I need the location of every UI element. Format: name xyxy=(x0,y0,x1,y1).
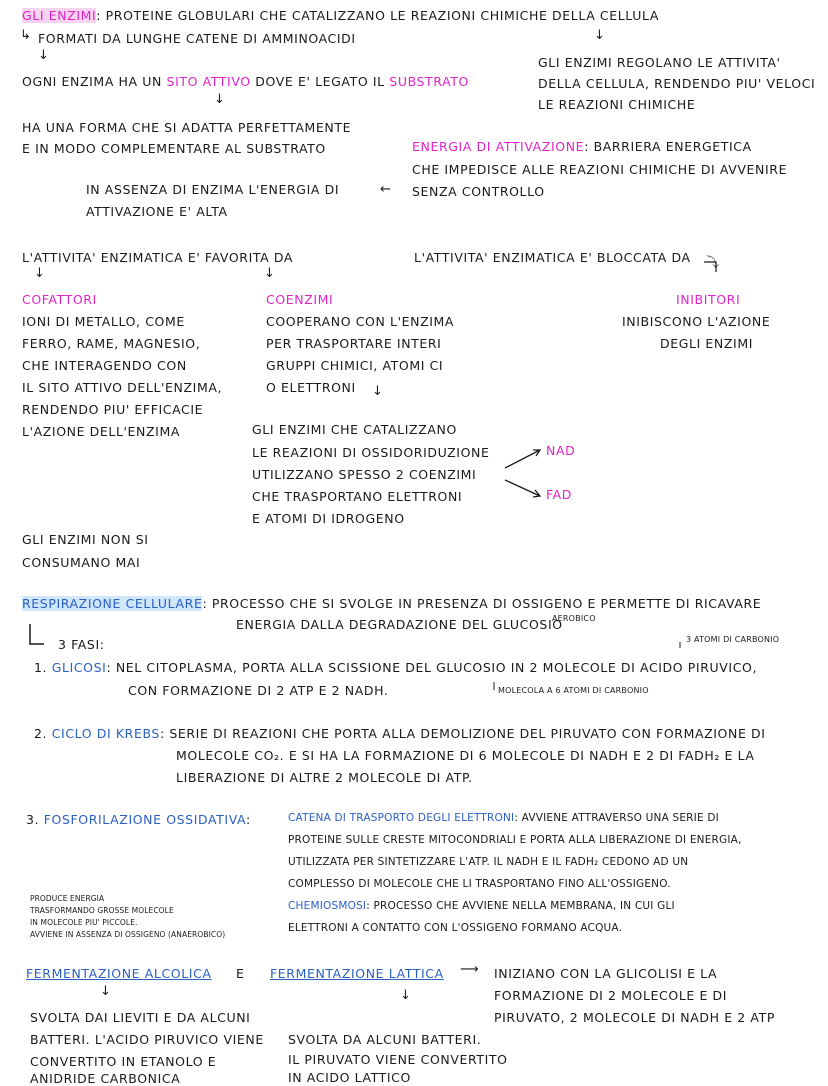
produce-line: IN MOLECOLE PIU' PICCOLE. xyxy=(30,918,138,927)
catena-line-1 xyxy=(288,812,719,825)
inibitori-title: INIBITORI xyxy=(676,292,741,307)
coenzimi-line: O ELETTRONI xyxy=(266,380,356,395)
and-conjunction: E xyxy=(236,966,245,981)
regolano-line-3: LE REAZIONI CHIMICHE xyxy=(538,97,696,112)
catena-line-3: UTILIZZATA PER SINTETIZZARE L'ATP. IL NADH E IL FADH₂ CEDONO AD UN xyxy=(288,856,689,868)
energia-def: : BARRIERA ENERGETICA xyxy=(584,139,752,154)
respirazione-title: RESPIRAZIONE CELLULARE xyxy=(22,596,203,611)
sito-text-a: OGNI ENZIMA HA UN xyxy=(22,74,167,89)
catena-title: CATENA DI TRASPORTO DEGLI ELETTRONI xyxy=(288,812,515,824)
lattica-desc-line: IN ACIDO LATTICO xyxy=(288,1070,411,1085)
ossido-line: GLI ENZIMI CHE CATALIZZANO xyxy=(252,422,457,437)
cofattori-title: COFATTORI xyxy=(22,292,97,307)
left-arrow-icon: ← xyxy=(380,182,391,197)
down-arrow-icon: ↓ xyxy=(34,266,45,281)
fase-3-line-1 xyxy=(26,812,251,827)
fase-2-line-2: MOLECOLE CO₂. E SI HA LA FORMAZIONE DI 6 MOLECOLE DI NADH E 2 DI FADH₂ E LA xyxy=(176,748,755,763)
sito-attivo-term: SITO ATTIVO xyxy=(166,74,251,89)
enzimi-definition: : PROTEINE GLOBULARI CHE CATALIZZANO LE REAZIONI CHIMICHE DELLA CELLULA xyxy=(96,8,659,23)
inibitori-line: DEGLI ENZIMI xyxy=(660,336,754,351)
lattica-desc-line: IL PIRUVATO VIENE CONVERTITO xyxy=(288,1052,508,1067)
ossido-line: LE REAZIONI DI OSSIDORIDUZIONE xyxy=(252,445,490,460)
coenzimi-line: COOPERANO CON L'ENZIMA xyxy=(266,314,455,329)
produce-line: TRASFORMANDO GROSSE MOLECOLE xyxy=(30,906,174,915)
ossido-line: E ATOMI DI IDROGENO xyxy=(252,511,405,526)
cofattori-line: L'AZIONE DELL'ENZIMA xyxy=(22,424,180,439)
chemiosmosi-line-2: ELETTRONI A CONTATTO CON L'OSSIGENO FORMANO ACQUA. xyxy=(288,922,623,934)
formati-text: FORMATI DA LUNGHE CATENE DI AMMINOACIDI xyxy=(38,31,356,46)
down-arrow-icon: ↓ xyxy=(594,28,605,43)
lattica-desc-line: SVOLTA DA ALCUNI BATTERI. xyxy=(288,1032,482,1047)
assenza-line-1: IN ASSENZA DI ENZIMA L'ENERGIA DI xyxy=(86,182,340,197)
cofattori-line: IL SITO ATTIVO DELL'ENZIMA, xyxy=(22,380,223,395)
sito-text-c: DOVE E' LEGATO IL xyxy=(250,74,390,89)
coenzimi-title: COENZIMI xyxy=(266,292,334,307)
chemiosmosi-def: : PROCESSO CHE AVVIENE NELLA MEMBRANA, IN CUI GLI xyxy=(366,900,675,912)
catena-line-4: COMPLESSO DI MOLECOLE CHE LI TRASPORTANO FINO ALL'OSSIGENO. xyxy=(288,878,671,890)
inibitori-line: INIBISCONO L'AZIONE xyxy=(622,314,771,329)
cofattori-line: FERRO, RAME, MAGNESIO, xyxy=(22,336,201,351)
down-arrow-icon: ↓ xyxy=(100,984,111,999)
respirazione-def-2: ENERGIA DALLA DEGRADAZIONE DEL GLUCOSIO xyxy=(236,617,563,632)
fase-1-number: 1. xyxy=(34,660,48,675)
fase-3-number: 3. xyxy=(26,812,40,827)
fermentazione-lattica-title: FERMENTAZIONE LATTICA xyxy=(270,966,444,981)
fase-3-colon: : xyxy=(245,812,251,827)
alcolica-desc-line: ANIDRIDE CARBONICA xyxy=(30,1071,181,1086)
iniziano-line: FORMAZIONE DI 2 MOLECOLE E DI xyxy=(494,988,728,1003)
down-arrow-icon: ↓ xyxy=(264,266,275,281)
respirazione-def-1: : PROCESSO CHE SI SVOLGE IN PRESENZA DI OSSIGENO E PERMETTE DI RICAVARE xyxy=(202,596,762,611)
fase-3-title: FOSFORILAZIONE OSSIDATIVA xyxy=(43,812,246,827)
produce-line: AVVIENE IN ASSENZA DI OSSIGENO (ANAEROBICO) xyxy=(30,930,226,939)
forma-line-1: HA UNA FORMA CHE SI ADATTA PERFETTAMENTE xyxy=(22,120,352,135)
favorita-heading: L'ATTIVITA' ENZIMATICA E' FAVORITA DA xyxy=(22,250,294,265)
coenzimi-line: GRUPPI CHIMICI, ATOMI CI xyxy=(266,358,444,373)
forma-line-2: E IN MODO COMPLEMENTARE AL SUBSTRATO xyxy=(22,141,326,156)
fase-2-number: 2. xyxy=(34,726,48,741)
alcolica-desc-line: CONVERTITO IN ETANOLO E xyxy=(30,1054,217,1069)
regolano-line-2: DELLA CELLULA, RENDENDO PIU' VELOCI xyxy=(538,76,816,91)
coenzimi-line: PER TRASPORTARE INTERI xyxy=(266,336,442,351)
ossido-line: CHE TRASPORTANO ELETTRONI xyxy=(252,489,463,504)
catena-def: : AVVIENE ATTRAVERSO UNA SERIE DI xyxy=(514,812,719,824)
fasi-label: 3 FASI: xyxy=(58,637,105,652)
down-arrow-icon: ↓ xyxy=(400,988,411,1003)
fase-2-def: : SERIE DI REAZIONI CHE PORTA ALLA DEMOLIZIONE DEL PIRUVATO CON FORMAZIONE DI xyxy=(159,726,766,741)
nad-label: NAD xyxy=(546,443,576,458)
turn-down-arrow-icon: ⤵ xyxy=(706,256,720,271)
consumano-line: CONSUMANO MAI xyxy=(22,555,141,570)
down-arrow-icon: ↓ xyxy=(214,92,225,107)
energia-attivazione-term: ENERGIA DI ATTIVAZIONE xyxy=(412,139,585,154)
alcolica-desc-line: SVOLTA DAI LIEVITI E DA ALCUNI xyxy=(30,1010,251,1025)
fase-1-line-1 xyxy=(34,660,757,675)
ossido-line: UTILIZZANO SPESSO 2 COENZIMI xyxy=(252,467,477,482)
aerobico-note: AEROBICO xyxy=(552,614,596,623)
assenza-line-2: ATTIVAZIONE E' ALTA xyxy=(86,204,228,219)
down-arrow-icon: ↓ xyxy=(38,48,49,63)
respirazione-heading xyxy=(22,596,761,611)
iniziano-line: PIRUVATO, 2 MOLECOLE DI NADH E 2 ATP xyxy=(494,1010,775,1025)
consumano-line: GLI ENZIMI NON SI xyxy=(22,532,149,547)
fase-2-title: CICLO DI KREBS xyxy=(51,726,160,741)
atomi-3-note: 3 ATOMI DI CARBONIO xyxy=(686,635,780,644)
energia-line-2: CHE IMPEDISCE ALLE REAZIONI CHIMICHE DI AVVENIRE xyxy=(412,162,788,177)
enzimi-title: GLI ENZIMI xyxy=(22,8,97,23)
produce-line: PRODUCE ENERGIA xyxy=(30,894,105,903)
bloccata-heading: L'ATTIVITA' ENZIMATICA E' BLOCCATA DA xyxy=(414,250,691,265)
atomi-6-note: MOLECOLA A 6 ATOMI DI CARBONIO xyxy=(498,686,649,695)
chemiosmosi-title: CHEMIOSMOSI xyxy=(288,900,367,912)
substrato-term: SUBSTRATO xyxy=(389,74,469,89)
catena-line-2: PROTEINE SULLE CRESTE MITOCONDRIALI E PORTA ALLA LIBERAZIONE DI ENERGIA, xyxy=(288,834,742,846)
chemiosmosi-line-1 xyxy=(288,900,675,913)
fase-1-line-2: CON FORMAZIONE DI 2 ATP E 2 NADH. xyxy=(128,683,389,698)
fase-1-title: GLICOSI xyxy=(51,660,107,675)
fase-1-def: : NEL CITOPLASMA, PORTA ALLA SCISSIONE DEL GLUCOSIO IN 2 MOLECOLE DI ACIDO PIRUVICO, xyxy=(106,660,758,675)
regolano-line-1: GLI ENZIMI REGOLANO LE ATTIVITA' xyxy=(538,55,781,70)
corner-arrow-icon: ↳ xyxy=(20,28,31,43)
down-arrow-icon: ↓ xyxy=(372,384,383,399)
fase-2-line-1 xyxy=(34,726,766,741)
fermentazione-alcolica-title: FERMENTAZIONE ALCOLICA xyxy=(26,966,212,981)
fase-2-line-3: LIBERAZIONE DI ALTRE 2 MOLECOLE DI ATP. xyxy=(176,770,473,785)
alcolica-desc-line: BATTERI. L'ACIDO PIRUVICO VIENE xyxy=(30,1032,264,1047)
energia-line-3: SENZA CONTROLLO xyxy=(412,184,545,199)
cofattori-line: IONI DI METALLO, COME xyxy=(22,314,185,329)
cofattori-line: RENDENDO PIU' EFFICACIE xyxy=(22,402,204,417)
fad-label: FAD xyxy=(546,487,573,502)
cofattori-line: CHE INTERAGENDO CON xyxy=(22,358,187,373)
right-arrow-icon: ⟶ xyxy=(460,962,479,977)
iniziano-line: INIZIANO CON LA GLICOLISI E LA xyxy=(494,966,718,981)
